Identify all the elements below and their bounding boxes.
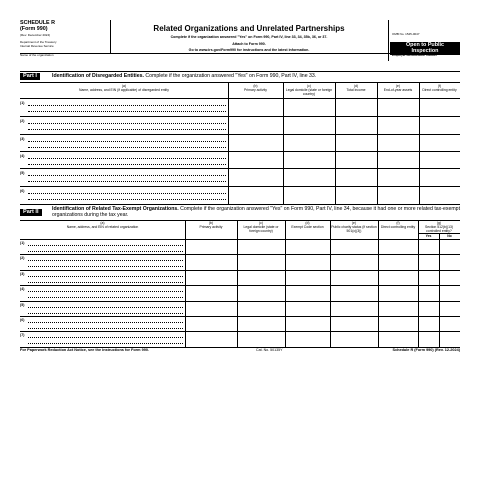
p1-row-2[interactable]	[20, 116, 460, 133]
p2-col-e-letter: (e)	[351, 221, 357, 225]
p1-col-d-letter: (d)	[353, 84, 359, 88]
p2-row-7-label: (7)	[20, 333, 25, 337]
p2-yes-header: Yes	[425, 234, 432, 238]
p1-col-a-label: Name, address, and EIN (if applicable) of disregarded entity	[79, 88, 169, 92]
p2-row-1[interactable]	[20, 239, 460, 254]
p1-row-3[interactable]	[20, 134, 460, 151]
department-label: Department of the Treasury	[20, 40, 57, 44]
p1-col-d-label: Total income	[346, 88, 366, 92]
part2-top-rule	[20, 204, 460, 205]
p2-col-b-letter: (b)	[208, 221, 214, 225]
p2-col-f-letter: (f)	[396, 221, 400, 225]
p2-col-c-label: Legal domicile (state or foreign country)	[243, 225, 279, 233]
revision-date: (Rev. December 2024)	[20, 33, 51, 37]
form-title: Related Organizations and Unrelated Partnerships	[153, 24, 345, 33]
p1-row-3-label: (3)	[20, 137, 25, 141]
part1-description: Complete if the organization answered "Yes" on Form 990, Part IV, line 33.	[143, 73, 317, 79]
omb-number: OMB No. 1545-0047	[392, 32, 420, 36]
p1-row-1[interactable]	[20, 98, 460, 115]
part1-heading	[52, 73, 460, 80]
p1-col-a-letter: (a)	[121, 84, 127, 88]
footer-paperwork-notice: For Paperwork Reduction Act Notice, see the Instructions for Form 990.	[20, 348, 149, 352]
p2-col-e-label: Public charity status (if section 501(c)(3))	[331, 225, 377, 233]
p2-col-b-label: Primary activity	[199, 225, 223, 229]
ein-label: Employer identification number	[392, 53, 438, 57]
p2-row-2[interactable]	[20, 254, 460, 269]
p2-col-a-letter: (a)	[100, 221, 105, 225]
footer-form-id: Schedule R (Form 990) (Rev. 12-2024)	[392, 348, 460, 352]
p1-col-f-letter: (f)	[437, 84, 442, 88]
p2-col-d-label: Exempt Code section	[291, 225, 324, 229]
p1-row-4-label: (4)	[20, 154, 25, 158]
p2-row-2-label: (2)	[20, 256, 25, 260]
part2-tag: Part II	[20, 209, 42, 216]
p1-row-5[interactable]	[20, 168, 460, 185]
p2-row-3[interactable]	[20, 270, 460, 285]
p1-col-e-label: End-of-year assets	[383, 88, 413, 92]
p1-row-1-label: (1)	[20, 101, 25, 105]
p2-col-c-letter: (c)	[259, 221, 263, 225]
p2-row-3-label: (3)	[20, 272, 25, 276]
instruction-line-3: Go to www.irs.gov/Form990 for instructions and the latest information.	[188, 48, 310, 52]
p2-col-a-label: Name, address, and EIN of related organization	[66, 225, 139, 229]
p1-col-b-label: Primary activity	[244, 88, 267, 92]
p2-no-header: No	[447, 234, 452, 238]
instruction-line-2: Attach to Form 990.	[232, 42, 266, 46]
part1-top-rule	[20, 71, 460, 72]
part2-description: Complete if the organization answered "Yes" on Form 990, Part IV, line 34, because it had one or more related tax-exempt organizations during the tax year.	[52, 206, 461, 219]
header-divider-left	[110, 20, 111, 53]
p2-col-g-label: Section 512(b)(13) controlled entity?	[424, 225, 454, 233]
ein-divider	[388, 53, 389, 61]
form-label: (Form 990)	[20, 26, 48, 32]
header-divider-right	[388, 20, 389, 53]
p2-row-1-label: (1)	[20, 241, 25, 245]
p2-col-g-letter: (g)	[436, 221, 442, 225]
p2-row-6[interactable]	[20, 316, 460, 331]
p2-col-d-letter: (d)	[305, 221, 310, 225]
p2-row-4-label: (4)	[20, 287, 25, 291]
form-page	[20, 20, 460, 360]
inspection-text: Inspection	[411, 48, 439, 55]
footer-cat-number: Cat. No. 50135Y	[256, 348, 283, 352]
p2-row-5[interactable]	[20, 301, 460, 316]
p2-row-4[interactable]	[20, 285, 460, 300]
p1-row-6-label: (6)	[20, 189, 25, 193]
organization-name-label: Name of the organization	[20, 53, 54, 57]
p1-col-f-label: Direct controlling entity	[422, 88, 457, 92]
p1-col-c-letter: (c)	[307, 84, 311, 88]
p1-row-6[interactable]	[20, 186, 460, 203]
agency-label: Internal Revenue Service	[20, 44, 54, 48]
p2-row-6-label: (6)	[20, 318, 25, 322]
p2-row-7[interactable]	[20, 331, 460, 346]
open-to-public-text: Open to Public	[405, 42, 445, 48]
part2-heading	[52, 206, 460, 219]
part1-tag: Part I	[20, 73, 40, 80]
part1-title: Identification of Disregarded Entities.	[52, 73, 144, 79]
schedule-label: SCHEDULE R	[20, 20, 56, 26]
p2-row-5-label: (5)	[20, 303, 25, 307]
instruction-line-1: Complete if the organization answered "Yes" on Form 990, Part IV, line 33, 34, 35b, 36, or 37.	[170, 35, 328, 39]
part2-title: Identification of Related Tax-Exempt Organizations.	[52, 206, 179, 212]
p1-row-2-label: (2)	[20, 119, 25, 123]
p1-col-b-letter: (b)	[253, 84, 258, 88]
p1-col-e-letter: (e)	[395, 84, 401, 88]
organization-name-field[interactable]	[20, 57, 386, 61]
p2-col-f-label: Direct controlling entity	[380, 225, 416, 229]
ein-field[interactable]	[390, 57, 460, 61]
part1-header-top	[20, 82, 460, 83]
p1-col-c-label: Legal domicile (state or foreign country)	[285, 88, 333, 96]
p1-row-5-label: (5)	[20, 171, 25, 175]
p1-row-4[interactable]	[20, 151, 460, 168]
